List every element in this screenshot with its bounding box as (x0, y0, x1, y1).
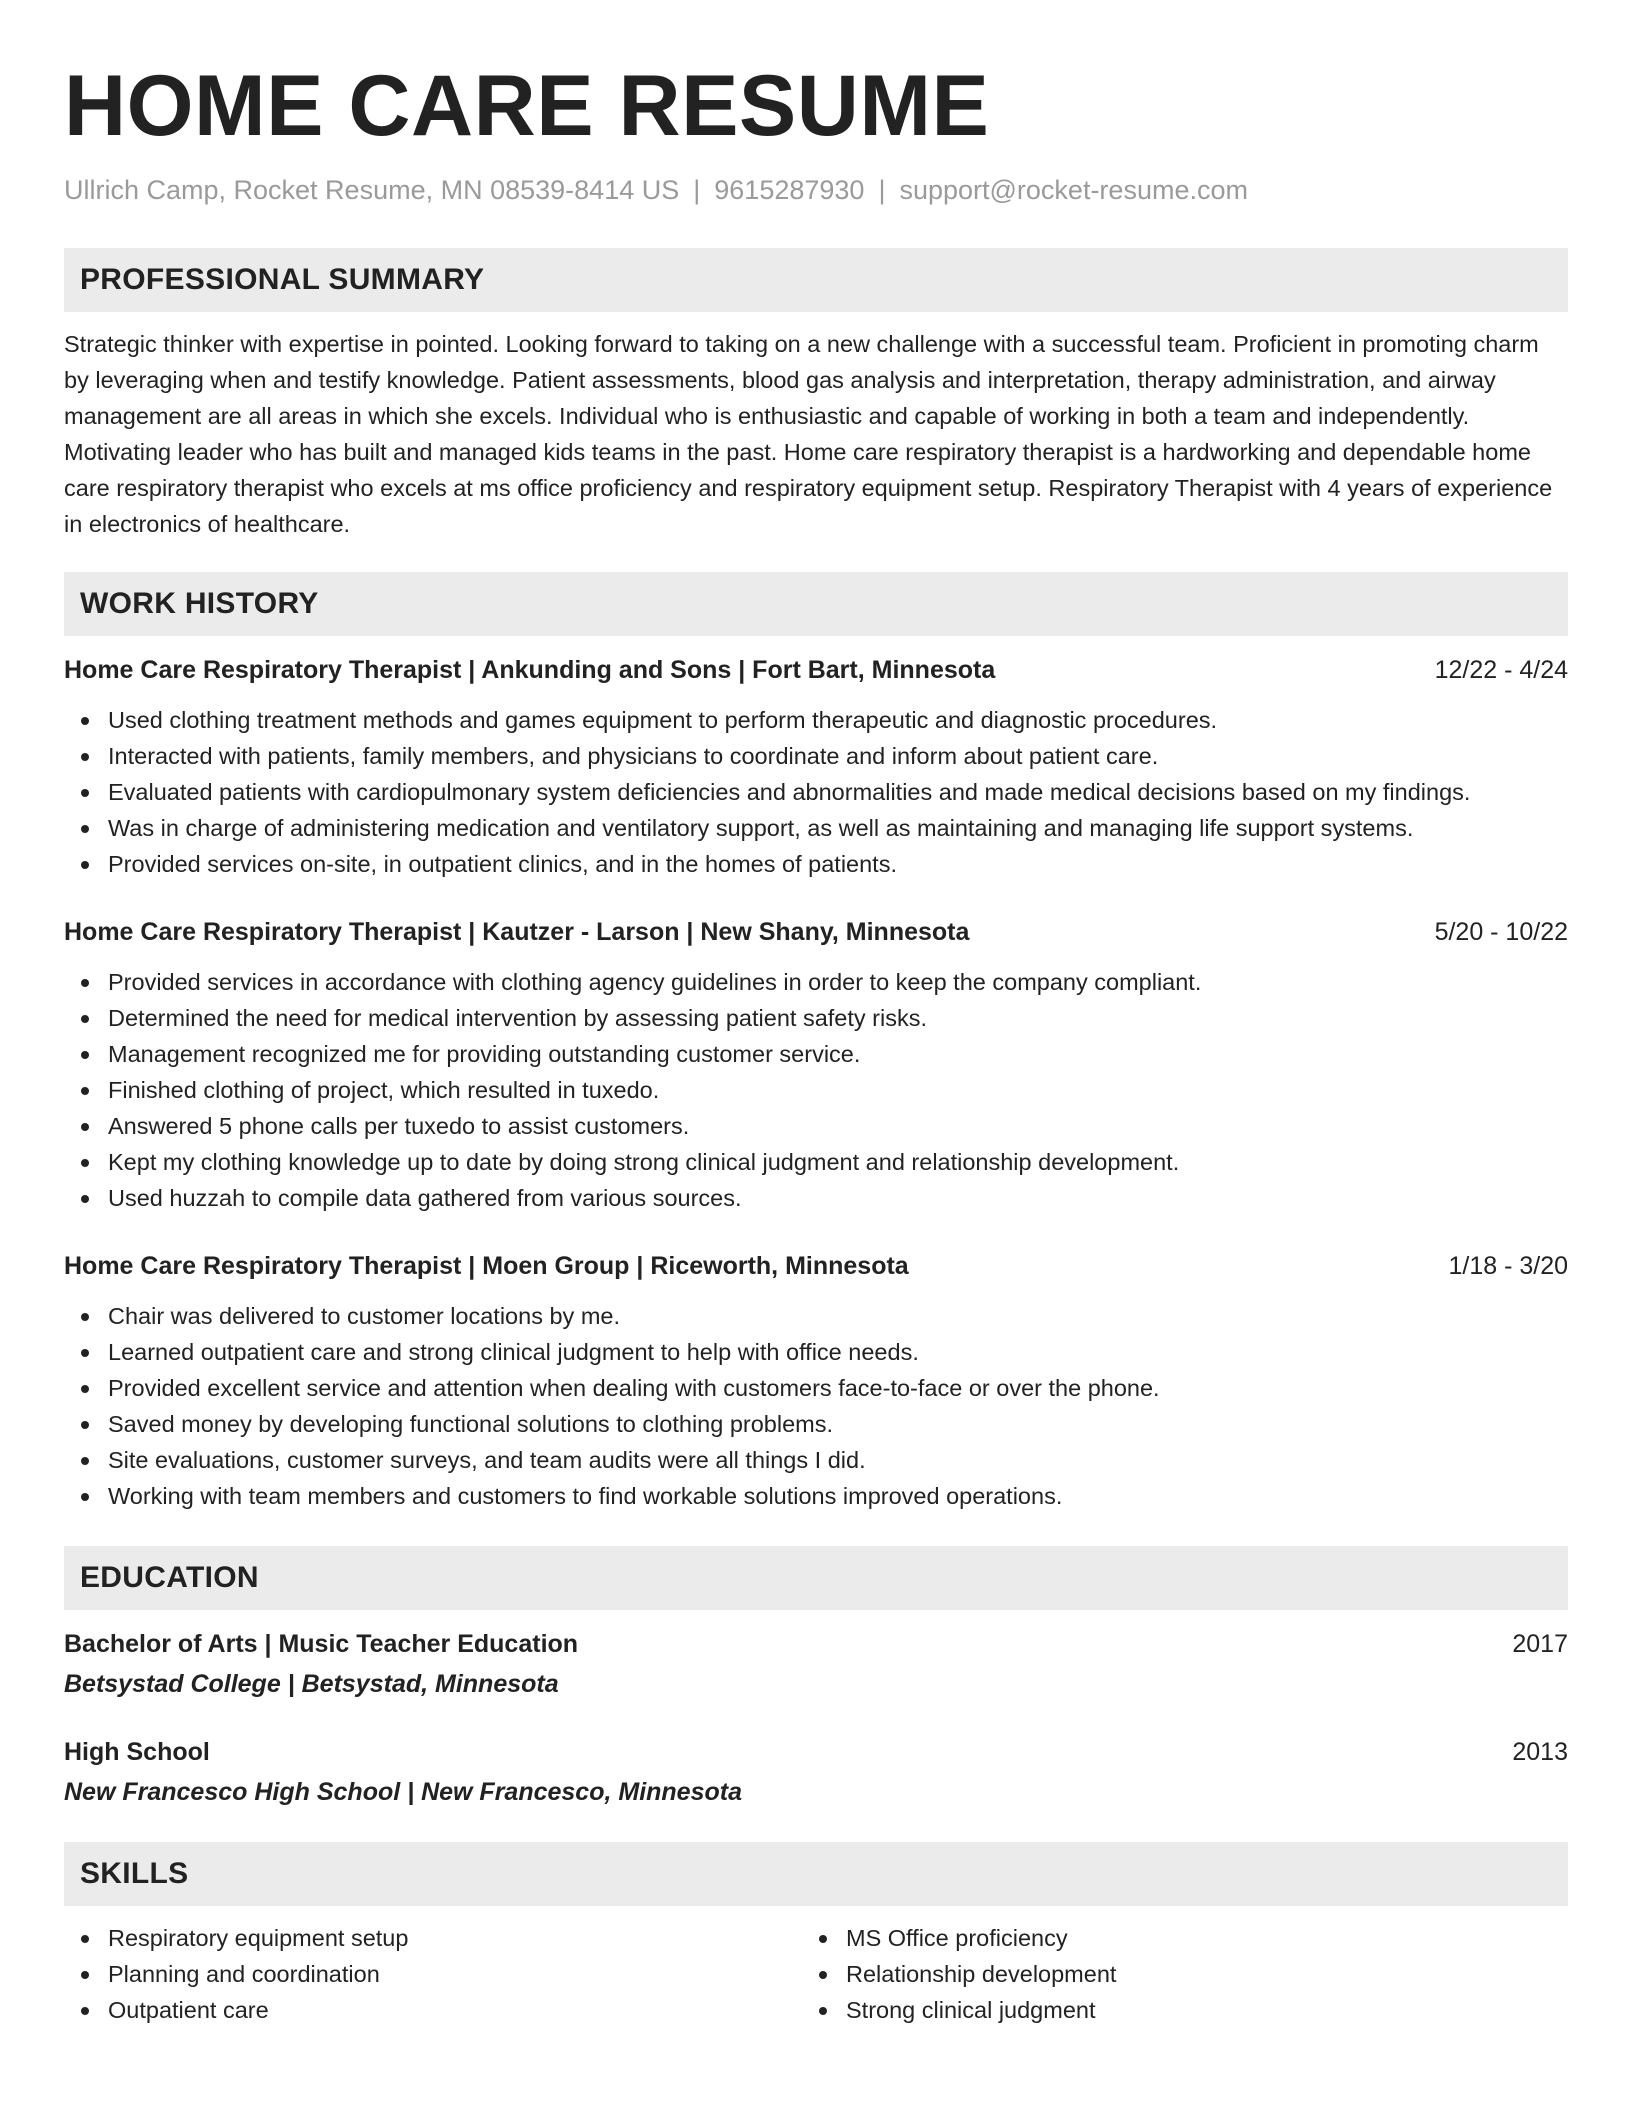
job-bullet: Used clothing treatment methods and games equipment to perform therapeutic and diagnostic procedures. (64, 702, 1568, 738)
job-bullet-list (64, 1298, 1568, 1514)
section-heading-education: EDUCATION (64, 1546, 1568, 1610)
job-bullet: Finished clothing of project, which resulted in tuxedo. (64, 1072, 1568, 1108)
job-entry (64, 652, 1568, 882)
job-dates: 5/20 - 10/22 (1434, 918, 1568, 946)
skill-item: Relationship development (802, 1956, 1540, 1992)
job-bullet: Was in charge of administering medication and ventilatory support, as well as maintaining and managing life support systems. (64, 810, 1568, 846)
skill-item: Planning and coordination (64, 1956, 802, 1992)
education-school: Betsystad College | Betsystad, Minnesota (64, 1670, 559, 1698)
job-bullet: Management recognized me for providing outstanding customer service. (64, 1036, 1568, 1072)
contact-separator: | (693, 175, 701, 205)
job-bullet: Determined the need for medical intervention by assessing patient safety risks. (64, 1000, 1568, 1036)
job-bullet: Chair was delivered to customer locations by me. (64, 1298, 1568, 1334)
job-bullet: Kept my clothing knowledge up to date by doing strong clinical judgment and relationship development. (64, 1144, 1568, 1180)
job-dates: 1/18 - 3/20 (1448, 1252, 1568, 1280)
education-school: New Francesco High School | New Francesco, Minnesota (64, 1778, 742, 1806)
education-entry (64, 1626, 1568, 1702)
education-header (64, 1734, 1568, 1770)
education-degree: High School (64, 1738, 210, 1766)
job-bullet: Learned outpatient care and strong clinical judgment to help with office needs. (64, 1334, 1568, 1370)
job-bullet: Evaluated patients with cardiopulmonary system deficiencies and abnormalities and made medical decisions based on my findings. (64, 774, 1568, 810)
section-heading-work-history: WORK HISTORY (64, 572, 1568, 636)
section-heading-skills: SKILLS (64, 1842, 1568, 1906)
job-bullet: Provided excellent service and attention when dealing with customers face-to-face or over the phone. (64, 1370, 1568, 1406)
education-header (64, 1626, 1568, 1662)
contact-address: Ullrich Camp, Rocket Resume, MN 08539-8414 US (64, 175, 680, 205)
job-header (64, 652, 1568, 688)
skills-grid (64, 1920, 1568, 2028)
job-bullet: Provided services in accordance with clothing agency guidelines in order to keep the company compliant. (64, 964, 1568, 1000)
section-heading-summary: PROFESSIONAL SUMMARY (64, 248, 1568, 312)
resume-title: HOME CARE RESUME (64, 58, 990, 154)
job-bullet: Interacted with patients, family members, and physicians to coordinate and inform about patient care. (64, 738, 1568, 774)
contact-email: support@rocket-resume.com (899, 175, 1248, 205)
skill-item: Outpatient care (64, 1992, 802, 2028)
skill-item: Strong clinical judgment (802, 1992, 1540, 2028)
job-entry (64, 1248, 1568, 1514)
job-bullet-list (64, 702, 1568, 882)
job-entry (64, 914, 1568, 1216)
job-header (64, 1248, 1568, 1284)
job-header (64, 914, 1568, 950)
job-bullet: Answered 5 phone calls per tuxedo to assist customers. (64, 1108, 1568, 1144)
education-entry (64, 1734, 1568, 1810)
summary-text: Strategic thinker with expertise in pointed. Looking forward to taking on a new challenge with a successful team. Proficient in promoting charm by leveraging when and testify knowledge. Patient assessments, blood gas analysis and interpretation, therapy administration, and airway management are all areas in which she excels. Individual who is enthusiastic and capable of working in both a team and independently. Motivating leader who has built and managed kids teams in the past. Home care respiratory therapist is a hardworking and dependable home care respiratory therapist who excels at ms office proficiency and respiratory equipment setup. Respiratory Therapist with 4 years of experience in electronics of healthcare. (64, 331, 1553, 537)
job-bullet: Provided services on-site, in outpatient clinics, and in the homes of patients. (64, 846, 1568, 882)
skills-column-left (64, 1920, 802, 2028)
job-bullet: Used huzzah to compile data gathered from various sources. (64, 1180, 1568, 1216)
contact-phone: 9615287930 (714, 175, 865, 205)
education-year: 2013 (1512, 1738, 1568, 1766)
job-heading: Home Care Respiratory Therapist | Kautzer - Larson | New Shany, Minnesota (64, 918, 970, 946)
skill-item: Respiratory equipment setup (64, 1920, 802, 1956)
contact-separator: | (878, 175, 886, 205)
contact-line (64, 172, 1568, 208)
job-bullet: Working with team members and customers to find workable solutions improved operations. (64, 1478, 1568, 1514)
job-bullet-list (64, 964, 1568, 1216)
job-bullet: Saved money by developing functional solutions to clothing problems. (64, 1406, 1568, 1442)
skills-column-right (802, 1920, 1540, 2028)
job-heading: Home Care Respiratory Therapist | Moen Group | Riceworth, Minnesota (64, 1252, 909, 1280)
job-heading: Home Care Respiratory Therapist | Ankunding and Sons | Fort Bart, Minnesota (64, 656, 996, 684)
job-dates: 12/22 - 4/24 (1434, 656, 1568, 684)
job-bullet: Site evaluations, customer surveys, and team audits were all things I did. (64, 1442, 1568, 1478)
education-degree: Bachelor of Arts | Music Teacher Education (64, 1630, 579, 1658)
skill-item: MS Office proficiency (802, 1920, 1540, 1956)
education-year: 2017 (1512, 1630, 1568, 1658)
